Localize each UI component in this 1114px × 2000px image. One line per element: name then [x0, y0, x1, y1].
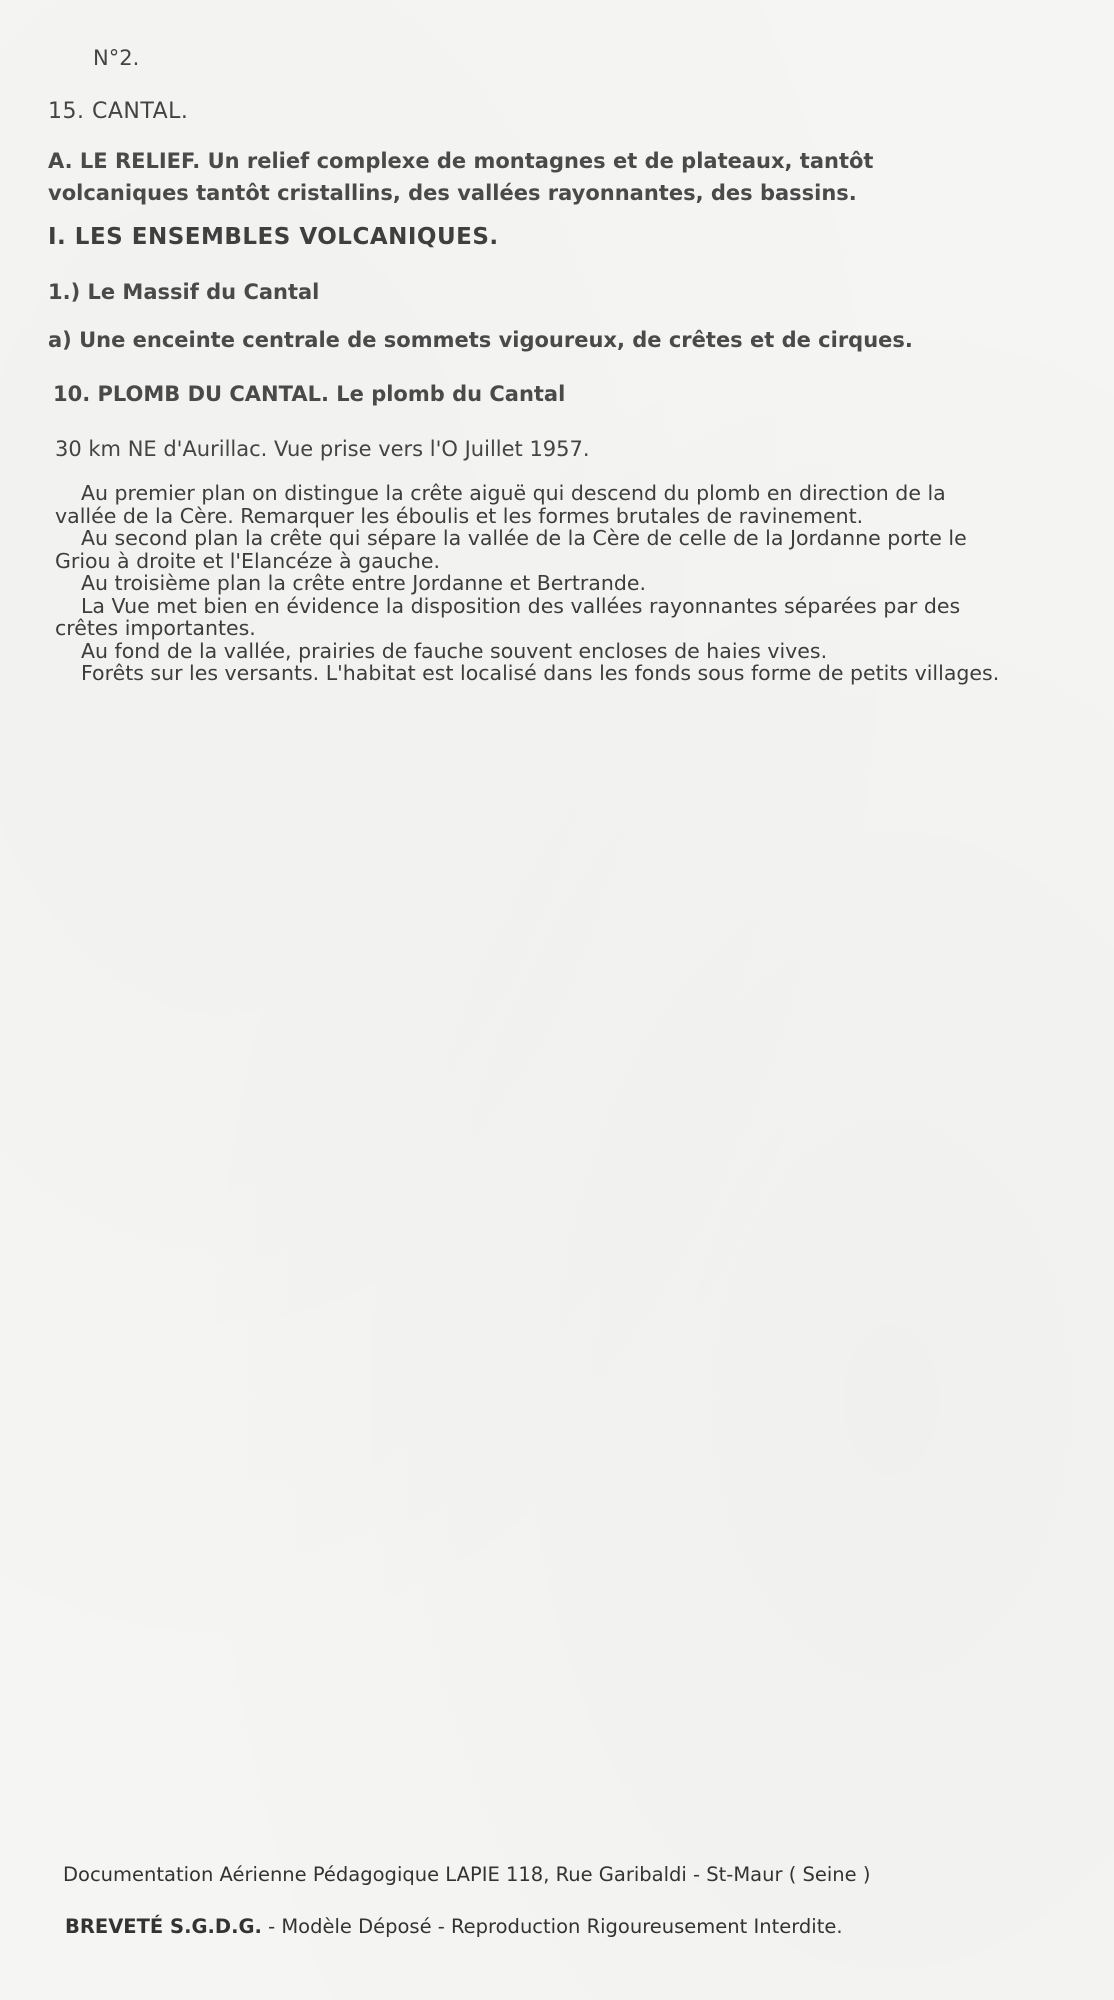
footer-publisher: Documentation Aérienne Pédagogique LAPIE 118, Rue Garibaldi - St-Maur ( Seine )	[63, 1863, 871, 1886]
subsection-heading: 1.) Le Massif du Cantal	[48, 280, 320, 304]
footer-copyright	[65, 1915, 843, 1938]
description-paragraph: La Vue met bien en évidence la disposition des vallées rayonnantes séparées par des crêtes importantes.	[55, 593, 961, 640]
description-paragraph: Au fond de la vallée, prairies de fauche souvent encloses de haies vives.	[81, 638, 828, 663]
subsection-subheading: a) Une enceinte centrale de sommets vigoureux, de crêtes et de cirques.	[48, 328, 913, 352]
description-paragraph: Forêts sur les versants. L'habitat est localisé dans les fonds sous forme de petits villages.	[81, 661, 1000, 685]
section-heading: I. LES ENSEMBLES VOLCANIQUES.	[48, 224, 499, 250]
relief-heading: A. LE RELIEF. Un relief complexe de montagnes et de plateaux, tantôt volcaniques tantôt cristallins, des vallées rayonnantes, des bassins.	[48, 149, 874, 205]
department-heading: 15. CANTAL.	[48, 99, 189, 124]
description-paragraph: Au troisième plan la crête entre Jordanne et Bertrande.	[81, 571, 646, 595]
document-number: N°2.	[93, 46, 140, 70]
photo-location: 30 km NE d'Aurillac. Vue prise vers l'O Juillet 1957.	[55, 437, 590, 461]
footer-patent: BREVETÉ S.G.D.G.	[65, 1915, 262, 1938]
photo-title: 10. PLOMB DU CANTAL. Le plomb du Cantal	[53, 382, 566, 406]
description-paragraph: Au second plan la crête qui sépare la vallée de la Cère de celle de la Jordanne porte le Griou à droite et l'Elancéze à gauche.	[55, 526, 967, 573]
footer-notice: - Modèle Déposé - Reproduction Rigoureusement Interdite.	[261, 1915, 843, 1938]
photo-description	[55, 482, 1010, 685]
description-paragraph: Au premier plan on distingue la crête aiguë qui descend du plomb en direction de la vallée de la Cère. Remarquer les éboulis et les formes brutales de ravinement.	[55, 481, 946, 528]
